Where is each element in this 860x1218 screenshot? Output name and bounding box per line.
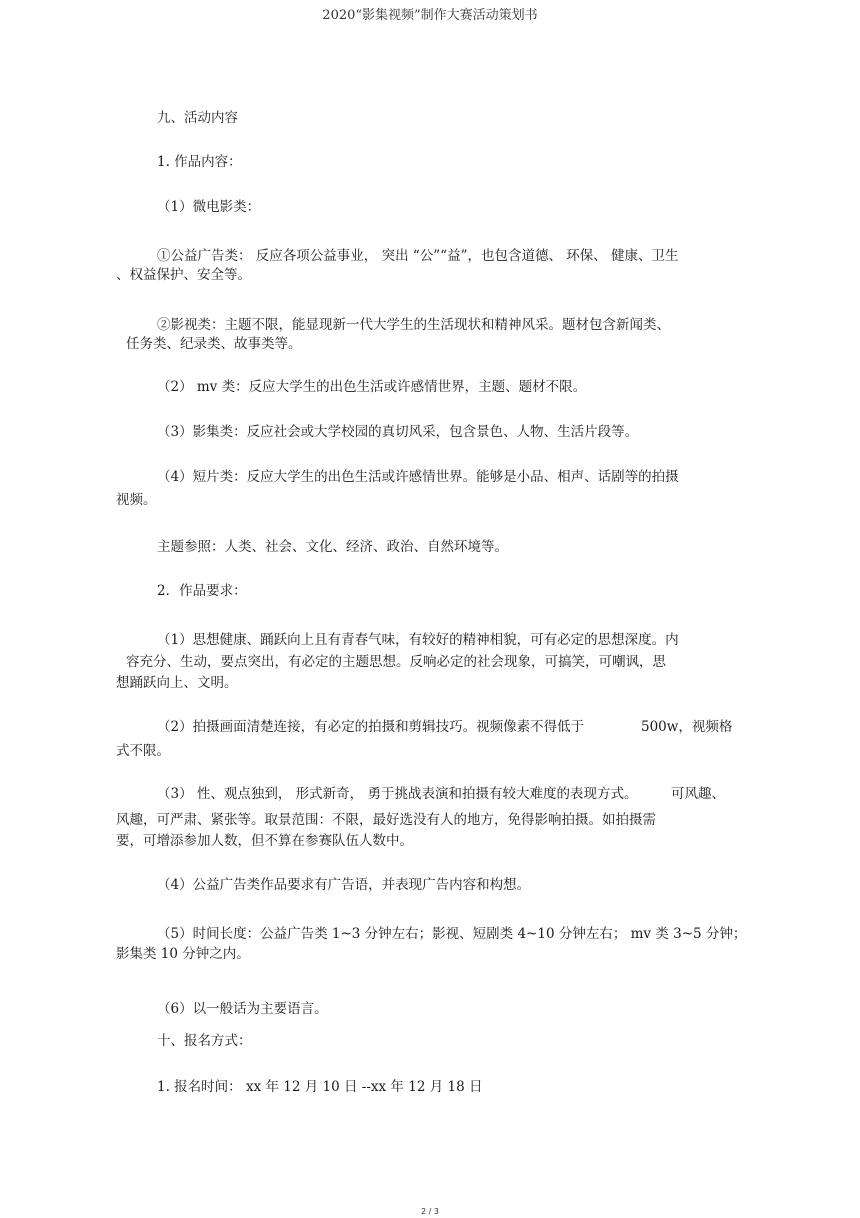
short-film-line-1: （4）短片类：反应大学生的出色生活或许感情世界。能够是小品、相声、话剧等的拍摄 — [157, 469, 679, 485]
album-line: （3）影集类：反应社会或大学校园的真切风采，包含景色、人物、生活片段等。 — [157, 424, 639, 440]
requirement-2-line-1b: 500w，视频格 — [641, 719, 733, 735]
item-2-heading: 2．作品要求： — [157, 583, 247, 599]
public-ad-line-2: 、权益保护、安全等。 — [116, 267, 251, 283]
theme-line: 主题参照：人类、社会、文化、经济、政治、自然环境等。 — [157, 539, 508, 555]
requirement-4-line: （4）公益广告类作品要求有广告语，并表现广告内容和构想。 — [157, 877, 531, 893]
requirement-3-line-1b: 可风趣、 — [671, 786, 725, 802]
requirement-6-line: （6）以一般话为主要语言。 — [157, 1001, 328, 1017]
sub-1-heading: （1）微电影类： — [157, 199, 261, 215]
film-line-1: ②影视类：主题不限，能显现新一代大学生的生活现状和精神风采。题材包含新闻类、 — [157, 317, 670, 333]
requirement-3-line-3: 要，可增添参加人数，但不算在参赛队伍人数中。 — [116, 833, 413, 849]
requirement-1-line-1: （1）思想健康、踊跃向上且有青春气味，有较好的精神相貌，可有必定的思想深度。内 — [157, 632, 679, 648]
requirement-1-line-3: 想踊跃向上、文明。 — [116, 675, 238, 691]
item-1-heading: 1. 作品内容： — [157, 154, 242, 170]
requirement-3-line-2: 风趣，可严肃、紧张等。取景范围：不限，最好选没有人的地方，免得影响拍摄。如拍摄需 — [116, 812, 656, 828]
public-ad-line-1: ①公益广告类： 反应各项公益事业， 突出 “公”“益”，也包含道德、 环保、 健康、卫生 — [157, 248, 679, 264]
page-number: 2 / 3 — [421, 1207, 439, 1216]
section-10-heading: 十、报名方式： — [157, 1033, 252, 1049]
document-header: 2020“影集视频”制作大赛活动策划书 — [322, 8, 538, 23]
requirement-3-line-1a: （3） 性、观点独到， 形式新奇， 勇于挑战表演和拍摄有较大难度的表现方式。 — [157, 786, 638, 802]
requirement-1-line-2: 容充分、生动，要点突出，有必定的主题思想。反响必定的社会现象，可搞笑，可嘲讽，思 — [126, 654, 666, 670]
requirement-2-line-2: 式不限。 — [116, 743, 170, 759]
signup-time-line: 1. 报名时间： xx 年 12 月 10 日 --xx 年 12 月 18 日 — [157, 1079, 483, 1095]
mv-line: （2） mv 类：反应大学生的出色生活或许感情世界，主题、题材不限。 — [157, 379, 587, 395]
requirement-2-line-1a: （2）拍摄画面清楚连接，有必定的拍摄和剪辑技巧。视频像素不得低于 — [157, 719, 585, 735]
film-line-2: 任务类、纪录类、故事类等。 — [126, 336, 302, 352]
requirement-5-line-2: 影集类 10 分钟之内。 — [116, 946, 250, 962]
requirement-5-line-1: （5）时间长度：公益广告类 1~3 分钟左右；影视、短剧类 4~10 分钟左右； mv 类 3~5 分钟； — [157, 926, 747, 942]
short-film-line-2: 视频。 — [116, 492, 157, 508]
section-9-heading: 九、活动内容 — [157, 110, 238, 126]
